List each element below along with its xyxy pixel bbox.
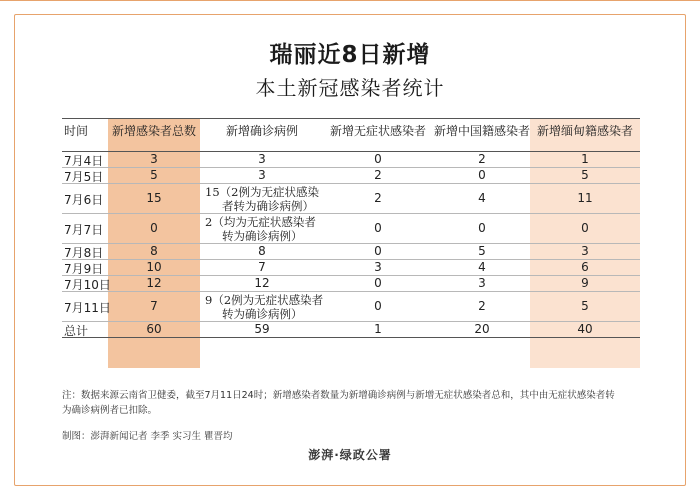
- table-bottom-rule: [62, 337, 640, 338]
- row-myanmar: 1: [581, 152, 589, 166]
- row-asymptomatic: 0: [374, 299, 382, 313]
- row-myanmar: 3: [581, 244, 589, 258]
- row-confirmed: 8: [258, 244, 266, 258]
- table-top-rule: [62, 118, 640, 119]
- row-total: 3: [150, 152, 158, 166]
- brand-logo: 澎湃·绿政公署: [308, 448, 392, 462]
- row-total: 7: [150, 299, 158, 313]
- row-date: 7月9日: [64, 262, 104, 276]
- row-date: 7月4日: [64, 154, 104, 168]
- page-title: 瑞丽近8日新增: [269, 42, 431, 68]
- footnote-line-2: 为确诊病例者已扣除。: [62, 405, 158, 416]
- row-total: 0: [150, 221, 158, 235]
- row-asymptomatic: 0: [374, 152, 382, 166]
- row-chinese: 5: [478, 244, 486, 258]
- row-confirmed-line2: 转为确诊病例）: [222, 229, 303, 243]
- row-chinese: 0: [478, 221, 486, 235]
- row-divider: [62, 213, 640, 214]
- row-confirmed: 3: [258, 168, 266, 182]
- row-confirmed: 59: [254, 322, 270, 336]
- row-total: 5: [150, 168, 158, 182]
- row-chinese: 0: [478, 168, 486, 182]
- header-col-5: 新增缅甸籍感染者: [536, 124, 633, 138]
- credit-line: 制图：澎湃新闻记者 李季 实习生 瞿晋均: [62, 431, 233, 442]
- header-col-3: 新增无症状感染者: [329, 124, 426, 138]
- row-date: 7月10日: [64, 278, 111, 292]
- row-myanmar: 5: [581, 168, 589, 182]
- row-chinese: 4: [478, 191, 486, 205]
- header-time: 时间: [64, 124, 89, 138]
- row-confirmed-line1: 9（2例为无症状感染者: [205, 293, 324, 307]
- row-confirmed: 12: [254, 276, 270, 290]
- row-myanmar: 0: [581, 221, 589, 235]
- row-date: 7月11日: [64, 301, 111, 315]
- row-asymptomatic: 0: [374, 221, 382, 235]
- header-col-2: 新增确诊病例: [225, 124, 298, 138]
- row-asymptomatic: 3: [374, 260, 382, 274]
- row-total: 8: [150, 244, 158, 258]
- row-asymptomatic: 2: [374, 168, 382, 182]
- row-asymptomatic: 2: [374, 191, 382, 205]
- row-total: 60: [146, 322, 162, 336]
- row-total: 15: [146, 191, 162, 205]
- row-confirmed: 7: [258, 260, 266, 274]
- row-chinese: 4: [478, 260, 486, 274]
- row-chinese: 2: [478, 299, 486, 313]
- row-myanmar: 9: [581, 276, 589, 290]
- row-total: 10: [146, 260, 162, 274]
- header-col-4: 新增中国籍感染者: [433, 124, 530, 138]
- row-myanmar: 11: [577, 191, 593, 205]
- row-divider: [62, 183, 640, 184]
- row-divider: [62, 291, 640, 292]
- row-asymptomatic: 0: [374, 276, 382, 290]
- header-col-1: 新增感染者总数: [111, 124, 196, 138]
- row-date: 7月6日: [64, 193, 104, 207]
- row-total: 12: [146, 276, 162, 290]
- frame-top-line: [0, 0, 700, 1]
- row-asymptomatic: 0: [374, 244, 382, 258]
- row-chinese: 3: [478, 276, 486, 290]
- row-confirmed-line2: 者转为确诊病例）: [222, 199, 314, 213]
- row-confirmed-line2: 转为确诊病例）: [222, 307, 303, 321]
- row-asymptomatic: 1: [374, 322, 382, 336]
- row-date: 7月5日: [64, 170, 104, 184]
- row-date: 7月8日: [64, 246, 104, 260]
- footnote-line-1: 注：数据来源云南省卫健委，截至7月11日24时；新增感染者数量为新增确诊病例与新增无症状感染者总和，其中由无症状感染者转: [62, 390, 615, 401]
- row-confirmed-line1: 2（均为无症状感染者: [205, 215, 316, 229]
- page-subtitle: 本土新冠感染者统计: [255, 76, 445, 100]
- row-chinese: 20: [474, 322, 490, 336]
- row-confirmed-line1: 15（2例为无症状感染: [205, 185, 319, 199]
- row-chinese: 2: [478, 152, 486, 166]
- row-myanmar: 5: [581, 299, 589, 313]
- row-date: 7月7日: [64, 223, 104, 237]
- row-confirmed: 3: [258, 152, 266, 166]
- row-myanmar: 40: [577, 322, 593, 336]
- row-date: 总计: [64, 324, 89, 338]
- row-myanmar: 6: [581, 260, 589, 274]
